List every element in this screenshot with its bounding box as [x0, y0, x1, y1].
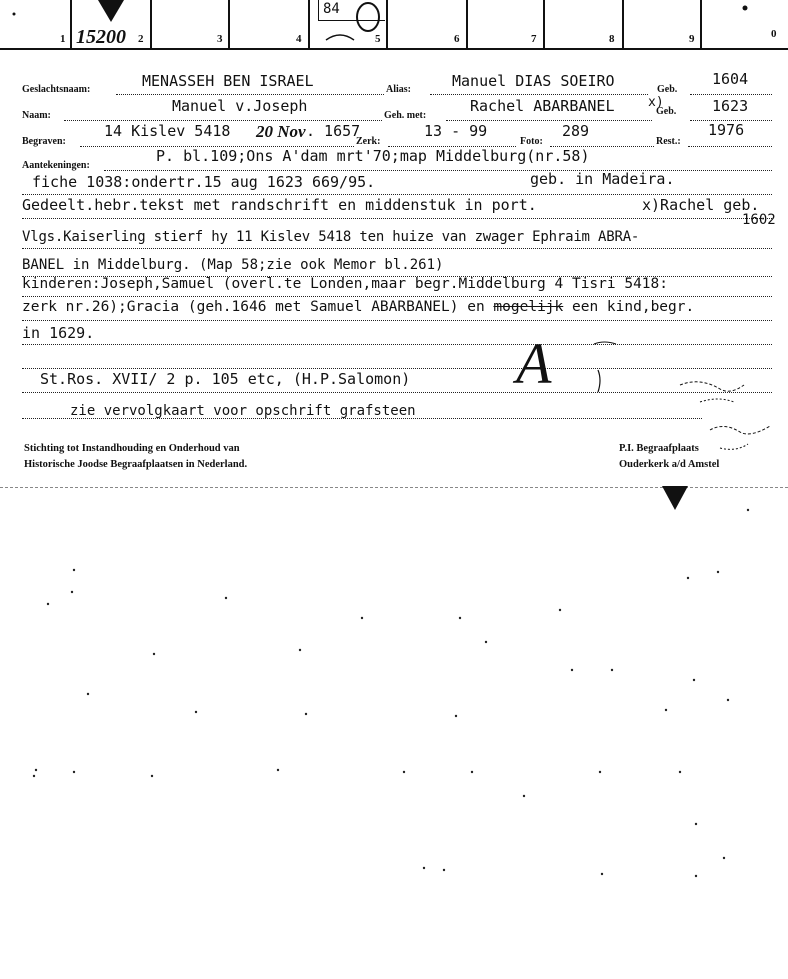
field-buried-year: . 1657	[306, 122, 361, 140]
ink-scribble-icon	[598, 370, 600, 392]
label-surname: Geslachtsnaam:	[22, 84, 91, 95]
label-name: Naam:	[22, 110, 51, 121]
cell-number: 5	[375, 33, 381, 45]
scan-speckles	[0, 500, 788, 979]
field-alias: Manuel DIAS SOEIRO	[452, 72, 615, 90]
ink-scribble-icon	[700, 399, 734, 402]
note-line: zie vervolgkaart voor opschrift grafsteen	[70, 403, 416, 419]
label-photo: Foto:	[520, 136, 543, 147]
cell-number: 6	[454, 33, 460, 45]
field-buried-handwritten: 20 Nov	[256, 122, 306, 141]
note-line: St.Ros. XVII/ 2 p. 105 etc, (H.P.Salomon)	[40, 370, 411, 388]
footer-place-line2: Ouderkerk a/d Amstel	[619, 459, 720, 470]
label-alias: Alias:	[386, 84, 411, 95]
dotted-line	[688, 146, 772, 147]
dot-mark-icon	[13, 13, 16, 16]
cell-number: 9	[689, 33, 695, 45]
dotted-line	[22, 194, 772, 195]
dotted-line	[22, 248, 772, 249]
note-superscript: 1602	[742, 212, 776, 228]
field-surname: MENASSEH BEN ISRAEL	[142, 72, 314, 90]
note-line: fiche 1038:ondertr.15 aug 1623 669/95.	[32, 173, 376, 191]
cell-number: 1	[60, 33, 66, 45]
field-rest-year: 1976	[708, 121, 745, 139]
note-line: in 1629.	[22, 324, 95, 342]
dotted-line	[22, 296, 772, 297]
field-born-year: 1604	[712, 70, 749, 88]
dotted-line	[690, 94, 772, 95]
punch-notch-icon	[98, 0, 124, 22]
label-born: Geb.	[657, 84, 678, 95]
note-line: BANEL in Middelburg. (Map 58;zie ook Memor bl.261)	[22, 257, 444, 273]
note-line: x)Rachel geb.	[642, 196, 760, 214]
label-married-to: Geh. met:	[384, 110, 427, 121]
field-buried-hebrew: 14 Kislev 5418	[104, 122, 231, 140]
dotted-line	[430, 94, 648, 95]
ink-scribble-icon	[720, 444, 748, 449]
footer-org-line2: Historische Joodse Begraafplaatsen in Nederland.	[24, 459, 248, 470]
field-spouse-mark: x)	[648, 95, 664, 110]
field-grave: 13 - 99	[424, 122, 488, 140]
field-photo: 289	[562, 122, 590, 140]
note-line: kinderen:Joseph,Samuel (overl.te Londen,maar begr.Middelburg 4 Tisri 5418:	[22, 276, 669, 292]
footer-org-line1: Stichting tot Instandhouding en Onderhoud van	[24, 443, 240, 454]
note-line: Gedeelt.hebr.tekst met randschrift en middenstuk in port.	[22, 196, 537, 214]
note-line: Vlgs.Kaiserling stierf hy 11 Kislev 5418 ten huize van zwager Ephraim ABRA-	[22, 229, 640, 245]
note-text: een kind,begr.	[572, 299, 695, 315]
dotted-line	[64, 120, 382, 121]
note-line: P. bl.109;Ons A'dam mrt'70;map Middelburg(nr.58)	[156, 147, 590, 165]
ink-scribble-icon	[710, 426, 770, 434]
ink-scribble-icon	[326, 35, 354, 40]
ink-scribble-icon	[680, 382, 744, 391]
cell-number: 3	[217, 33, 223, 45]
dotted-line	[116, 94, 384, 95]
cell-number: 7	[531, 33, 537, 45]
ref-number: 84	[323, 1, 340, 17]
label-rest: Rest.:	[656, 136, 681, 147]
field-name: Manuel v.Joseph	[172, 97, 308, 115]
label-born2: Geb.	[656, 106, 677, 117]
cell-number: 0	[771, 28, 777, 40]
note-struck-text: mogelijk	[493, 299, 564, 315]
dotted-line	[446, 120, 652, 121]
label-grave: Zerk:	[356, 136, 381, 147]
card-number: 15200	[76, 26, 126, 48]
field-spouse-born-year: 1623	[712, 97, 749, 115]
field-spouse: Rachel ABARBANEL	[470, 97, 615, 115]
cell-number: 4	[296, 33, 302, 45]
dotted-line	[22, 218, 772, 219]
note-text: zerk nr.26);Gracia (geh.1646 met Samuel ABARBANEL) en	[22, 299, 485, 315]
dotted-line	[22, 320, 772, 321]
dot-mark-icon	[743, 6, 748, 11]
label-notes: Aantekeningen:	[22, 160, 90, 171]
handwritten-letter: A	[516, 331, 552, 396]
punch-marks	[0, 0, 788, 50]
note-line: geb. in Madeira.	[530, 170, 675, 188]
ink-scribble-icon	[594, 342, 616, 344]
note-line	[22, 299, 694, 315]
ink-scribble-icon	[357, 3, 379, 31]
cell-number: 2	[138, 33, 144, 45]
cell-number: 8	[609, 33, 615, 45]
label-buried: Begraven:	[22, 136, 66, 147]
footer-place-line1: P.I. Begraafplaats	[619, 443, 699, 454]
